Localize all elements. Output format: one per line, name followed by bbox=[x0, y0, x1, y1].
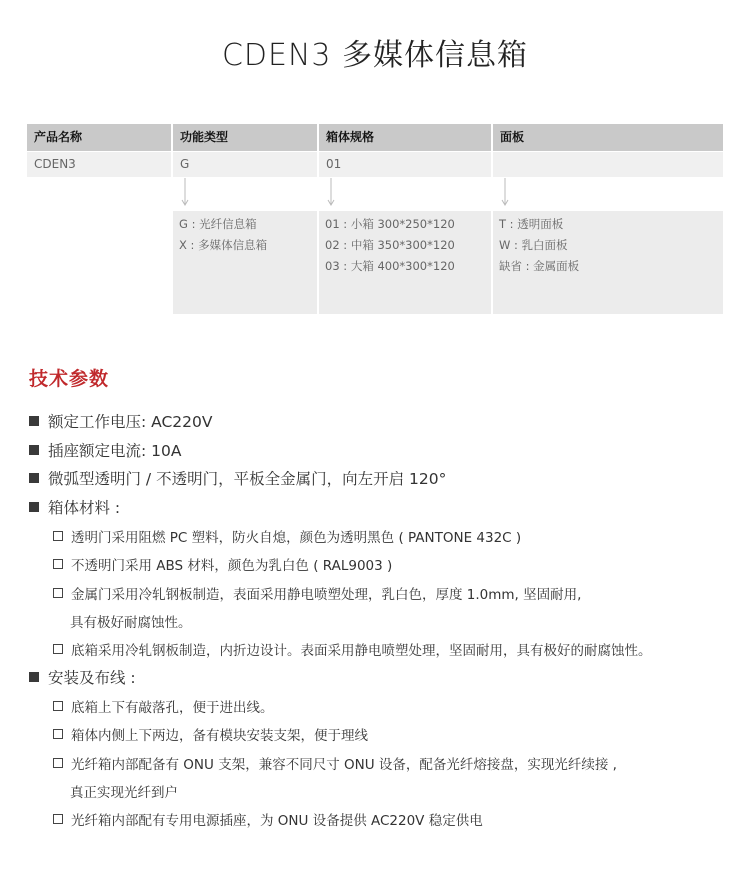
down-arrow-icon bbox=[501, 178, 509, 208]
square-bullet-icon bbox=[29, 672, 39, 682]
spec-text: 安装及布线 : bbox=[48, 668, 136, 687]
sub-spec-text: 真正实现光纤到户 bbox=[70, 784, 178, 801]
sub-spec-item bbox=[53, 526, 521, 546]
square-bullet-icon bbox=[29, 445, 39, 455]
down-arrow-icon bbox=[327, 178, 335, 208]
checkbox-bullet-icon bbox=[53, 758, 63, 768]
option-item: W : 乳白面板 bbox=[499, 238, 568, 252]
sub-spec-text: 具有极好耐腐蚀性。 bbox=[70, 614, 192, 631]
column-header: 箱体规格 bbox=[319, 124, 491, 151]
option-item: 01 : 小箱 300*250*120 bbox=[325, 217, 455, 231]
option-item: 02 : 中箱 350*300*120 bbox=[325, 238, 455, 252]
sub-spec-item bbox=[53, 639, 652, 659]
sub-spec-item bbox=[53, 583, 581, 603]
sub-spec-item bbox=[53, 724, 368, 744]
page-title: CDEN3 多媒体信息箱 bbox=[221, 38, 529, 73]
square-bullet-icon bbox=[29, 502, 39, 512]
spec-item bbox=[29, 467, 446, 489]
sub-spec-continuation bbox=[70, 611, 192, 631]
column-options bbox=[173, 211, 317, 314]
spec-text: 箱体材料 : bbox=[48, 498, 121, 517]
option-item: 缺省 : 金属面板 bbox=[499, 259, 580, 273]
sub-spec-item bbox=[53, 554, 392, 574]
column-value: 01 bbox=[319, 152, 491, 177]
product-code-table bbox=[27, 124, 723, 314]
checkbox-bullet-icon bbox=[53, 559, 63, 569]
sub-spec-continuation bbox=[70, 781, 178, 801]
column-header: 功能类型 bbox=[173, 124, 317, 151]
checkbox-bullet-icon bbox=[53, 588, 63, 598]
checkbox-bullet-icon bbox=[53, 644, 63, 654]
spec-text: 额定工作电压: AC220V bbox=[48, 413, 213, 431]
checkbox-bullet-icon bbox=[53, 814, 63, 824]
table-column bbox=[27, 124, 171, 314]
down-arrow-icon bbox=[181, 178, 189, 208]
column-options bbox=[319, 211, 491, 314]
spec-item bbox=[29, 666, 136, 688]
tech-params-heading: 技术参数 bbox=[29, 368, 110, 390]
sub-spec-text: 光纤箱内部配有专用电源插座，为 ONU 设备提供 AC220V 稳定供电 bbox=[71, 813, 483, 830]
spec-item bbox=[29, 410, 213, 432]
square-bullet-icon bbox=[29, 473, 39, 483]
option-item: X : 多媒体信息箱 bbox=[179, 238, 268, 252]
sub-spec-item bbox=[53, 696, 274, 716]
column-header: 面板 bbox=[493, 124, 723, 151]
column-value: CDEN3 bbox=[27, 152, 171, 177]
option-item: T : 透明面板 bbox=[499, 217, 564, 231]
checkbox-bullet-icon bbox=[53, 531, 63, 541]
sub-spec-item bbox=[53, 809, 483, 829]
spec-text: 微弧型透明门 / 不透明门，平板全金属门，向左开启 120° bbox=[48, 470, 447, 488]
column-options bbox=[493, 211, 723, 314]
spec-item bbox=[29, 496, 120, 518]
sub-spec-item bbox=[53, 753, 617, 773]
sub-spec-text: 不透明门采用 ABS 材料，颜色为乳白色 ( RAL9003 ) bbox=[71, 558, 393, 575]
square-bullet-icon bbox=[29, 416, 39, 426]
column-value bbox=[493, 152, 723, 177]
spec-item bbox=[29, 439, 181, 461]
sub-spec-text: 箱体内侧上下两边，备有模块安装支架，便于理线 bbox=[71, 728, 368, 745]
table-column bbox=[173, 124, 317, 314]
option-item: G : 光纤信息箱 bbox=[179, 217, 257, 231]
spec-text: 插座额定电流: 10A bbox=[48, 441, 182, 460]
table-column bbox=[319, 124, 491, 314]
table-column bbox=[493, 124, 723, 314]
sub-spec-text: 光纤箱内部配备有 ONU 支架，兼容不同尺寸 ONU 设备，配备光纤熔接盘，实现光纤续接 , bbox=[71, 756, 617, 773]
option-item: 03 : 大箱 400*300*120 bbox=[325, 259, 455, 273]
checkbox-bullet-icon bbox=[53, 729, 63, 739]
sub-spec-text: 金属门采用冷轧钢板制造，表面采用静电喷塑处理，乳白色，厚度 1.0mm, 坚固耐用, bbox=[71, 586, 582, 603]
sub-spec-text: 底箱上下有敲落孔，便于进出线。 bbox=[71, 700, 274, 716]
column-header: 产品名称 bbox=[27, 124, 171, 151]
sub-spec-text: 底箱采用冷轧钢板制造，内折边设计。表面采用静电喷塑处理，坚固耐用，具有极好的耐腐蚀性。 bbox=[71, 643, 652, 660]
checkbox-bullet-icon bbox=[53, 701, 63, 711]
sub-spec-text: 透明门采用阻燃 PC 塑料，防火自熄，颜色为透明黑色 ( PANTONE 432C ) bbox=[71, 530, 522, 546]
column-value: G bbox=[173, 152, 317, 177]
